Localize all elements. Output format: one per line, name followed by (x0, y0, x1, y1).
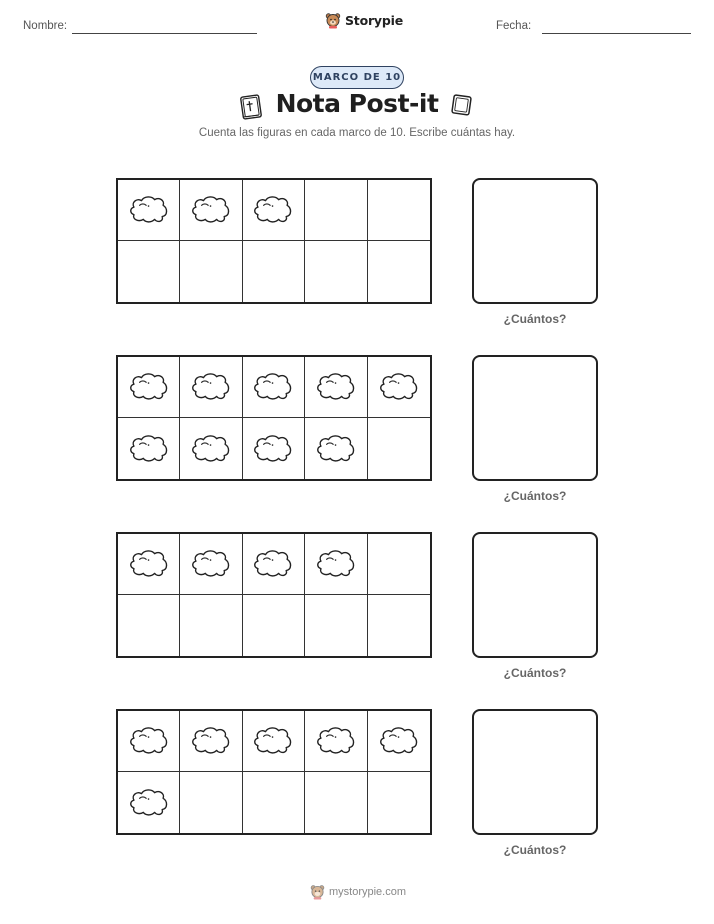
frame-cell (243, 241, 305, 302)
footer (310, 884, 406, 900)
frame-cell (180, 357, 242, 418)
frame-cell (368, 772, 430, 833)
frame-cell (305, 711, 367, 772)
sticky-note-blob-icon (252, 548, 294, 580)
sticky-note-blob-icon (252, 371, 294, 403)
sticky-note-blob-icon (315, 433, 357, 465)
frame-cell (305, 180, 367, 241)
frame-cell (180, 711, 242, 772)
sticky-note-blob-icon (190, 433, 232, 465)
footer-url: mystorypie.com (329, 886, 407, 898)
frame-cell (243, 357, 305, 418)
frame-cell (368, 357, 430, 418)
frame-cell (243, 180, 305, 241)
brand-logo (325, 12, 403, 29)
frame-cell (180, 180, 242, 241)
frame-cell (305, 595, 367, 656)
answer-label: ¿Cuántos? (503, 489, 567, 503)
frame-cell (118, 357, 180, 418)
frame-cell (118, 180, 180, 241)
sticky-note-blob-icon (378, 371, 420, 403)
bear-mascot-icon (325, 12, 341, 29)
frame-cell (305, 534, 367, 595)
sticky-note-blob-icon (378, 725, 420, 757)
frame-cell (180, 241, 242, 302)
frame-cell (243, 418, 305, 479)
frame-cell (118, 595, 180, 656)
date-label: Fecha: (496, 20, 532, 32)
sticky-note-blob-icon (190, 194, 232, 226)
frame-cell (118, 418, 180, 479)
sticky-note-blob-icon (315, 548, 357, 580)
frame-cell (368, 534, 430, 595)
frame-cell (305, 418, 367, 479)
ten-frame (116, 178, 432, 304)
instructions: Cuenta las figuras en cada marco de 10. Escribe cuántas hay. (198, 127, 516, 139)
frame-cell (180, 772, 242, 833)
answer-box[interactable] (472, 709, 598, 835)
frame-cell (118, 711, 180, 772)
sticky-note-blob-icon (128, 725, 170, 757)
answer-box[interactable] (472, 178, 598, 304)
page-title: Nota Post-it (275, 89, 439, 118)
sticky-note-blob-icon (315, 371, 357, 403)
frame-cell (243, 534, 305, 595)
frame-cell (180, 418, 242, 479)
frame-cell (368, 241, 430, 302)
sticky-note-blob-icon (252, 433, 294, 465)
frame-cell (368, 180, 430, 241)
frame-cell (368, 595, 430, 656)
sticky-note-blob-icon (128, 371, 170, 403)
sticky-note-blob-icon (128, 787, 170, 819)
frame-cell (180, 534, 242, 595)
sticky-note-blob-icon (190, 371, 232, 403)
sticky-note-blob-icon (252, 194, 294, 226)
sticky-note-blob-icon (190, 725, 232, 757)
brand-name: Storypie (345, 13, 403, 28)
name-label: Nombre: (23, 20, 68, 32)
frame-cell (368, 711, 430, 772)
frame-cell (118, 772, 180, 833)
frame-cell (243, 595, 305, 656)
answer-box[interactable] (472, 532, 598, 658)
sticky-note-blob-icon (190, 548, 232, 580)
sticky-note-icon (450, 93, 474, 119)
sticky-note-blob-icon (128, 548, 170, 580)
ten-frame (116, 532, 432, 658)
frame-cell (368, 418, 430, 479)
sticky-note-blob-icon (315, 725, 357, 757)
frame-cell (305, 772, 367, 833)
ten-frame (116, 355, 432, 481)
frame-cell (118, 534, 180, 595)
frame-cell (243, 772, 305, 833)
answer-label: ¿Cuántos? (503, 843, 567, 857)
topic-badge: MARCO DE 10 (310, 66, 404, 89)
frame-cell (180, 595, 242, 656)
answer-box[interactable] (472, 355, 598, 481)
date-field-line[interactable] (542, 33, 691, 34)
name-field-line[interactable] (72, 33, 257, 34)
ten-frame (116, 709, 432, 835)
frame-cell (305, 241, 367, 302)
sticky-note-blob-icon (252, 725, 294, 757)
frame-cell (305, 357, 367, 418)
answer-label: ¿Cuántos? (503, 666, 567, 680)
sticky-note-blob-icon (128, 433, 170, 465)
answer-label: ¿Cuántos? (503, 312, 567, 326)
bear-mascot-icon (310, 884, 325, 900)
frame-cell (243, 711, 305, 772)
sticky-note-blob-icon (128, 194, 170, 226)
frame-cell (118, 241, 180, 302)
